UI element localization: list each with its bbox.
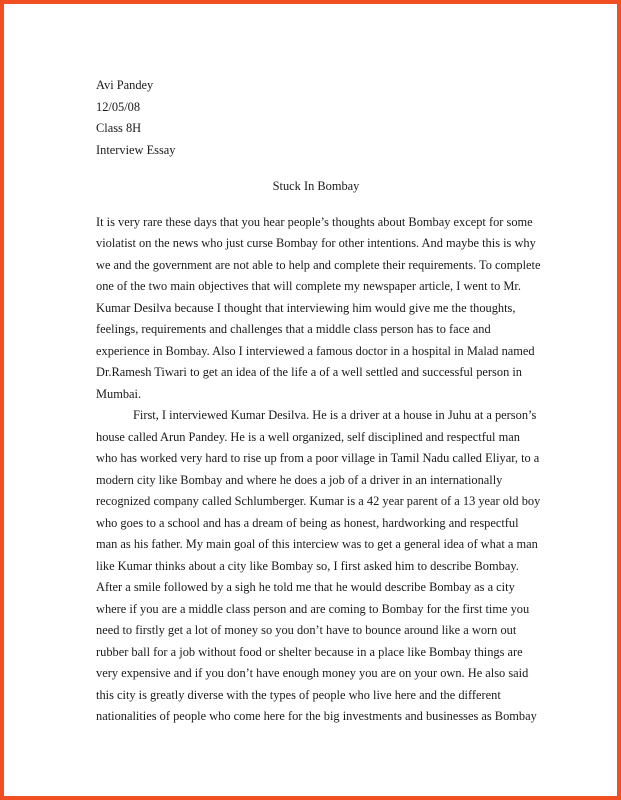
class-label: Class 8H	[96, 121, 142, 135]
text-line: After a smile followed by a sigh he told me that he would describe Bombay as a city	[96, 580, 515, 594]
text-line: need to firstly get a lot of money so you don’t have to bounce around like a worn out	[96, 623, 517, 637]
essay-title: Stuck In Bombay	[272, 179, 360, 193]
text-line: It is very rare these days that you hear people’s thoughts about Bombay except for some	[96, 214, 533, 229]
text-line: house called Arun Pandey. He is a well organized, self disciplined and respectful man	[96, 429, 520, 444]
text-line: Kumar Desilva because I thought that interviewing him would give me the thoughts,	[96, 300, 516, 315]
text-line: feelings, requirements and challenges that a middle class person has to face and	[96, 322, 491, 336]
text-line: violatist on the news who just curse Bombay for other intentions. And maybe this is why	[96, 236, 536, 250]
text-line: we and the government are not able to help and complete their requirements. To complete	[96, 257, 541, 272]
paragraph-2	[96, 405, 541, 728]
essay-page	[96, 75, 541, 728]
essay-date: 12/05/08	[96, 99, 141, 114]
text-line: this city is greatly diverse with the types of people who live here and the different	[96, 687, 501, 702]
text-line: Dr.Ramesh Tiwari to get an idea of the life a of a well settled and successful person in	[96, 365, 522, 379]
text-line: who goes to a school and has a dream of being as honest, hardworking and respectful	[96, 515, 519, 530]
assignment-label: Interview Essay	[96, 142, 176, 157]
text-line: one of the two main objectives that will complete my newspaper article, I went to Mr.	[96, 279, 521, 293]
text-line: very expensive and if you don’t have enough money you are on your own. He also said	[96, 666, 529, 680]
text-line: where if you are a middle class person and are coming to Bombay for the first time you	[96, 601, 530, 616]
text-line: recognized company called Schlumberger. Kumar is a 42 year parent of a 13 year old boy	[96, 494, 541, 508]
text-line: Mumbai.	[96, 386, 142, 401]
paragraph-1	[96, 212, 541, 406]
text-line: nationalities of people who come here for the big investments and businesses as Bombay	[96, 709, 537, 723]
text-line: rubber ball for a job without food or shelter because in a place like Bombay things are	[96, 644, 523, 659]
text-line: First, I interviewed Kumar Desilva. He is a driver at a house in Juhu at a person’s	[133, 408, 537, 422]
author-name: Avi Pandey	[96, 78, 154, 92]
text-line: who has worked very hard to rise up from a poor village in Tamil Nadu called Eliyar, to a	[96, 451, 540, 465]
text-line: like Kumar thinks about a city like Bombay so, I first asked him to describe Bombay.	[96, 558, 519, 573]
text-line: experience in Bombay. Also I interviewed a famous doctor in a hospital in Malad named	[96, 343, 535, 358]
text-line: man as his father. My main goal of this interciew was to get a general idea of what a man	[96, 537, 538, 551]
text-line: modern city like Bombay and where he does a job of a driver in an internationally	[96, 472, 503, 487]
